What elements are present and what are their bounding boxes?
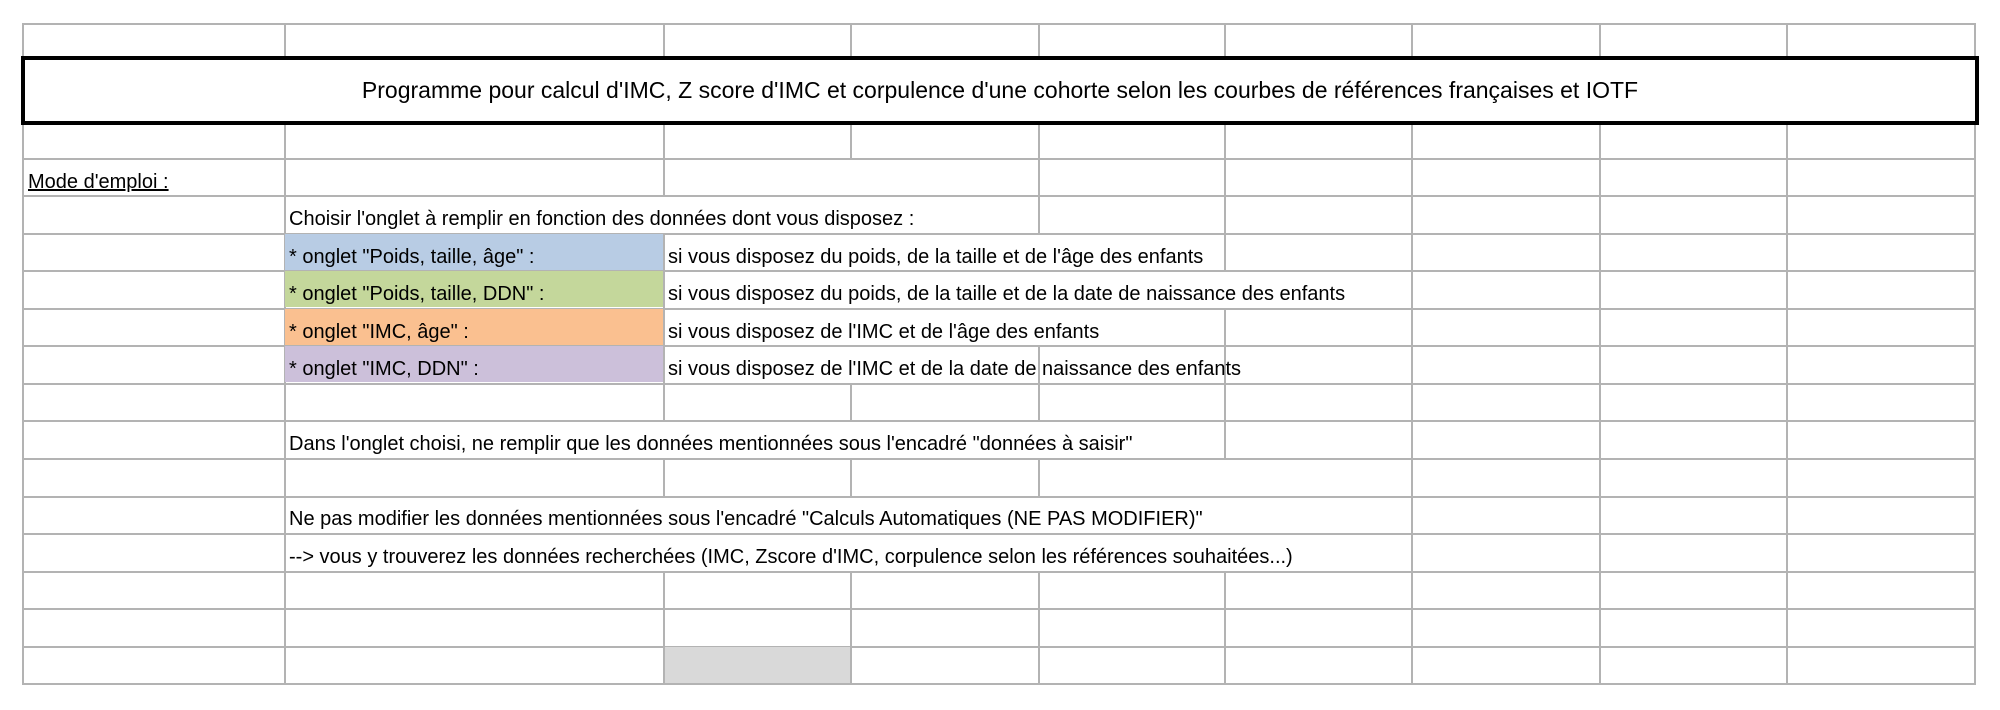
grid-line bbox=[1038, 571, 1040, 685]
grid-line bbox=[1224, 571, 1226, 685]
title-box bbox=[21, 56, 1979, 125]
grid-line bbox=[1224, 308, 1226, 458]
tab-desc-poids-taille-ddn: si vous disposez du poids, de la taille et de la date de naissance des enfants bbox=[668, 283, 1346, 305]
note-saisie: Dans l'onglet choisi, ne remplir que les données mentionnées sous l'encadré "données à saisir" bbox=[289, 433, 1133, 455]
tab-label-imc-ddn: * onglet "IMC, DDN" : bbox=[289, 358, 479, 380]
grid-line bbox=[663, 458, 665, 496]
grid-line bbox=[22, 383, 1976, 385]
grid-line bbox=[663, 233, 665, 420]
tab-label-poids-taille-ddn: * onglet "Poids, taille, DDN" : bbox=[289, 283, 545, 305]
grid-line bbox=[22, 571, 1976, 573]
intro-text: Choisir l'onglet à remplir en fonction des données dont vous disposez : bbox=[289, 208, 915, 230]
tab-label-poids-taille-age: * onglet "Poids, taille, âge" : bbox=[289, 246, 535, 268]
grid-line bbox=[22, 458, 1976, 460]
grid-line bbox=[850, 458, 852, 496]
note-ne-pas-modifier: Ne pas modifier les données mentionnées sous l'encadré "Calculs Automatiques (NE PAS MODIFIER)" bbox=[289, 508, 1203, 530]
mode-label: Mode d'emploi : bbox=[28, 171, 169, 193]
grid-line bbox=[22, 646, 1976, 648]
grid-line bbox=[22, 195, 1976, 197]
grid-line bbox=[850, 383, 852, 420]
page-title: Programme pour calcul d'IMC, Z score d'IMC et corpulence d'une cohorte selon les courbes de références françaises et IOTF bbox=[361, 77, 1639, 103]
grid-line bbox=[22, 23, 1976, 25]
grid-line bbox=[22, 533, 1976, 535]
grid-line bbox=[22, 608, 1976, 610]
tab-label-imc-age: * onglet "IMC, âge" : bbox=[289, 321, 469, 343]
tab-desc-imc-age: si vous disposez de l'IMC et de l'âge des enfants bbox=[668, 321, 1100, 343]
grid-line bbox=[22, 158, 1976, 160]
grid-line bbox=[850, 571, 852, 685]
grid-line bbox=[1038, 23, 1040, 233]
note-resultats: --> vous y trouverez les données recherchées (IMC, Zscore d'IMC, corpulence selon les références souhaitées...) bbox=[289, 546, 1293, 568]
grid-line bbox=[22, 683, 1976, 685]
tab-desc-imc-ddn: si vous disposez de l'IMC et de la date de naissance des enfants bbox=[668, 358, 1242, 380]
grid-line bbox=[22, 496, 1976, 498]
grid-line bbox=[1038, 458, 1040, 496]
grid-line bbox=[22, 420, 1976, 422]
selected-cell[interactable] bbox=[665, 647, 850, 683]
tab-desc-poids-taille-age: si vous disposez du poids, de la taille et de l'âge des enfants bbox=[668, 246, 1204, 268]
